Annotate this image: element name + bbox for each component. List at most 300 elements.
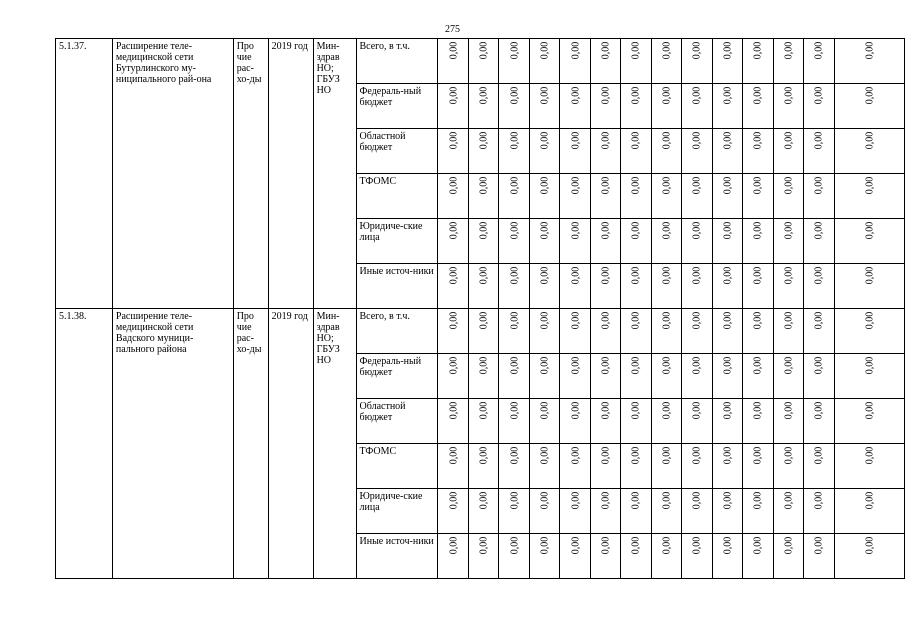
value-cell: [469, 444, 499, 489]
value-text: 0,00: [752, 221, 764, 240]
value-cell: [774, 219, 804, 264]
value-cell: [652, 309, 682, 354]
funding-source: ТФОМС: [356, 444, 438, 489]
value-cell: [530, 39, 560, 84]
value-text: 0,00: [722, 536, 734, 555]
value-text: 0,00: [864, 536, 875, 555]
value-text: 0,00: [864, 401, 875, 420]
value-text: 0,00: [478, 356, 490, 375]
value-text: 0,00: [569, 536, 581, 555]
value-text: 0,00: [783, 536, 795, 555]
value-text: 0,00: [783, 221, 795, 240]
value-cell: [804, 84, 835, 129]
value-cell: [591, 354, 621, 399]
value-cell: [682, 84, 713, 129]
value-text: 0,00: [508, 446, 520, 465]
value-cell: [652, 354, 682, 399]
value-cell: [743, 129, 774, 174]
value-text: 0,00: [600, 356, 612, 375]
value-cell: [530, 174, 560, 219]
value-text: 0,00: [478, 311, 490, 330]
value-text: 0,00: [722, 266, 734, 285]
value-cell: [743, 354, 774, 399]
value-text: 0,00: [447, 41, 459, 60]
value-text: 0,00: [478, 86, 490, 105]
value-cell: [774, 309, 804, 354]
value-cell: [682, 399, 713, 444]
value-cell: [713, 174, 743, 219]
value-text: 0,00: [813, 86, 825, 105]
value-text: 0,00: [508, 311, 520, 330]
value-text: 0,00: [478, 176, 490, 195]
value-cell: [652, 489, 682, 534]
value-cell: [469, 39, 499, 84]
value-text: 0,00: [630, 536, 642, 555]
value-text: 0,00: [864, 41, 875, 60]
value-text: 0,00: [722, 176, 734, 195]
value-text: 0,00: [630, 491, 642, 510]
value-text: 0,00: [864, 86, 875, 105]
value-cell: [682, 219, 713, 264]
value-cell: [499, 399, 530, 444]
value-text: 0,00: [508, 401, 520, 420]
value-cell: [530, 444, 560, 489]
value-text: 0,00: [600, 491, 612, 510]
value-text: 0,00: [813, 176, 825, 195]
item-year: 2019 год: [268, 39, 313, 309]
value-text: 0,00: [569, 131, 581, 150]
value-text: 0,00: [752, 131, 764, 150]
page-number: 275: [445, 24, 460, 35]
value-cell: [713, 264, 743, 309]
value-cell: [621, 534, 652, 579]
value-text: 0,00: [661, 266, 673, 285]
value-text: 0,00: [864, 176, 875, 195]
value-cell: [743, 534, 774, 579]
item-name: Расширение теле-медицинской сети Бутурлинского му-ниципального рай-она: [112, 39, 233, 309]
value-text: 0,00: [783, 131, 795, 150]
value-text: 0,00: [569, 221, 581, 240]
value-text: 0,00: [600, 176, 612, 195]
value-text: 0,00: [752, 401, 764, 420]
value-cell: [835, 39, 905, 84]
value-cell: [560, 354, 591, 399]
value-cell: [560, 219, 591, 264]
value-text: 0,00: [752, 41, 764, 60]
value-cell: [438, 354, 469, 399]
value-cell: [591, 399, 621, 444]
value-text: 0,00: [447, 356, 459, 375]
value-cell: [530, 354, 560, 399]
table-row: [56, 39, 905, 84]
value-cell: [774, 444, 804, 489]
value-cell: [621, 354, 652, 399]
value-cell: [682, 309, 713, 354]
value-text: 0,00: [691, 131, 703, 150]
value-text: 0,00: [661, 41, 673, 60]
value-cell: [835, 309, 905, 354]
value-text: 0,00: [447, 491, 459, 510]
value-text: 0,00: [661, 356, 673, 375]
value-cell: [804, 399, 835, 444]
value-cell: [713, 84, 743, 129]
value-cell: [621, 264, 652, 309]
value-cell: [530, 534, 560, 579]
value-text: 0,00: [864, 311, 875, 330]
value-cell: [682, 354, 713, 399]
value-cell: [591, 264, 621, 309]
value-cell: [530, 264, 560, 309]
value-text: 0,00: [478, 491, 490, 510]
value-cell: [774, 84, 804, 129]
value-cell: [438, 84, 469, 129]
value-text: 0,00: [661, 131, 673, 150]
value-cell: [804, 129, 835, 174]
value-text: 0,00: [813, 221, 825, 240]
value-text: 0,00: [447, 311, 459, 330]
value-text: 0,00: [813, 401, 825, 420]
value-text: 0,00: [813, 356, 825, 375]
value-cell: [591, 534, 621, 579]
item-year: 2019 год: [268, 309, 313, 579]
value-cell: [774, 174, 804, 219]
value-cell: [591, 129, 621, 174]
budget-table: [55, 38, 905, 579]
value-text: 0,00: [783, 491, 795, 510]
value-cell: [438, 264, 469, 309]
value-cell: [560, 84, 591, 129]
value-text: 0,00: [630, 221, 642, 240]
value-text: 0,00: [508, 221, 520, 240]
value-cell: [530, 219, 560, 264]
value-cell: [621, 489, 652, 534]
value-cell: [774, 489, 804, 534]
value-cell: [682, 534, 713, 579]
value-cell: [591, 174, 621, 219]
value-cell: [743, 444, 774, 489]
value-text: 0,00: [569, 266, 581, 285]
value-cell: [804, 354, 835, 399]
value-text: 0,00: [539, 446, 551, 465]
value-cell: [835, 264, 905, 309]
value-cell: [469, 264, 499, 309]
value-cell: [499, 534, 530, 579]
value-cell: [499, 84, 530, 129]
value-text: 0,00: [600, 446, 612, 465]
value-cell: [713, 399, 743, 444]
value-text: 0,00: [783, 356, 795, 375]
value-text: 0,00: [447, 536, 459, 555]
value-text: 0,00: [722, 491, 734, 510]
value-text: 0,00: [661, 446, 673, 465]
value-cell: [804, 39, 835, 84]
value-text: 0,00: [661, 86, 673, 105]
value-cell: [621, 219, 652, 264]
value-text: 0,00: [539, 86, 551, 105]
expense-type: Про чие рас-хо-ды: [233, 309, 268, 579]
value-cell: [499, 354, 530, 399]
value-text: 0,00: [539, 221, 551, 240]
value-cell: [499, 444, 530, 489]
value-text: 0,00: [508, 491, 520, 510]
value-cell: [682, 264, 713, 309]
value-text: 0,00: [539, 311, 551, 330]
value-text: 0,00: [569, 311, 581, 330]
value-cell: [469, 534, 499, 579]
value-cell: [621, 399, 652, 444]
value-cell: [621, 84, 652, 129]
value-cell: [804, 489, 835, 534]
value-text: 0,00: [722, 311, 734, 330]
value-cell: [713, 39, 743, 84]
funding-source: Юридиче-ские лица: [356, 219, 438, 264]
value-text: 0,00: [447, 221, 459, 240]
value-text: 0,00: [600, 41, 612, 60]
value-text: 0,00: [539, 356, 551, 375]
value-cell: [743, 174, 774, 219]
value-cell: [560, 39, 591, 84]
value-text: 0,00: [539, 176, 551, 195]
value-text: 0,00: [783, 401, 795, 420]
value-cell: [499, 219, 530, 264]
value-cell: [743, 489, 774, 534]
value-text: 0,00: [508, 131, 520, 150]
value-cell: [652, 534, 682, 579]
value-text: 0,00: [600, 131, 612, 150]
value-cell: [591, 39, 621, 84]
value-text: 0,00: [691, 221, 703, 240]
value-cell: [804, 534, 835, 579]
funding-source: Иные источ-ники: [356, 264, 438, 309]
value-cell: [743, 309, 774, 354]
value-cell: [743, 219, 774, 264]
value-text: 0,00: [813, 41, 825, 60]
value-text: 0,00: [600, 86, 612, 105]
value-text: 0,00: [569, 176, 581, 195]
value-cell: [469, 309, 499, 354]
funding-source: Юридиче-ские лица: [356, 489, 438, 534]
value-text: 0,00: [864, 446, 875, 465]
value-cell: [804, 219, 835, 264]
value-cell: [804, 264, 835, 309]
value-text: 0,00: [478, 41, 490, 60]
funding-source: ТФОМС: [356, 174, 438, 219]
value-text: 0,00: [508, 176, 520, 195]
value-cell: [713, 489, 743, 534]
value-cell: [530, 309, 560, 354]
value-text: 0,00: [630, 311, 642, 330]
value-cell: [530, 489, 560, 534]
value-text: 0,00: [478, 221, 490, 240]
expense-type: Про чие рас-хо-ды: [233, 39, 268, 309]
value-text: 0,00: [447, 86, 459, 105]
value-text: 0,00: [722, 356, 734, 375]
value-text: 0,00: [661, 401, 673, 420]
value-text: 0,00: [478, 401, 490, 420]
value-cell: [743, 84, 774, 129]
value-cell: [835, 129, 905, 174]
value-cell: [560, 129, 591, 174]
value-text: 0,00: [691, 41, 703, 60]
funding-source: Иные источ-ники: [356, 534, 438, 579]
value-cell: [438, 399, 469, 444]
value-text: 0,00: [600, 221, 612, 240]
value-text: 0,00: [508, 356, 520, 375]
value-cell: [652, 84, 682, 129]
value-text: 0,00: [722, 131, 734, 150]
value-text: 0,00: [691, 176, 703, 195]
value-text: 0,00: [691, 311, 703, 330]
value-cell: [835, 354, 905, 399]
value-text: 0,00: [630, 41, 642, 60]
value-text: 0,00: [813, 491, 825, 510]
value-text: 0,00: [722, 221, 734, 240]
funding-source: Федераль-ный бюджет: [356, 354, 438, 399]
item-code: 5.1.38.: [56, 309, 113, 579]
value-cell: [835, 219, 905, 264]
value-cell: [652, 219, 682, 264]
value-cell: [499, 174, 530, 219]
value-cell: [469, 354, 499, 399]
value-cell: [835, 444, 905, 489]
value-cell: [835, 174, 905, 219]
value-cell: [652, 264, 682, 309]
value-cell: [774, 39, 804, 84]
value-text: 0,00: [539, 536, 551, 555]
value-text: 0,00: [630, 356, 642, 375]
value-text: 0,00: [539, 401, 551, 420]
value-cell: [713, 534, 743, 579]
value-cell: [591, 219, 621, 264]
value-text: 0,00: [783, 311, 795, 330]
value-text: 0,00: [569, 41, 581, 60]
value-text: 0,00: [569, 401, 581, 420]
item-code: 5.1.37.: [56, 39, 113, 309]
value-cell: [713, 309, 743, 354]
value-text: 0,00: [508, 41, 520, 60]
value-text: 0,00: [864, 131, 875, 150]
value-text: 0,00: [661, 536, 673, 555]
value-text: 0,00: [864, 356, 875, 375]
value-cell: [713, 354, 743, 399]
value-cell: [682, 174, 713, 219]
value-text: 0,00: [447, 176, 459, 195]
value-cell: [682, 444, 713, 489]
value-cell: [560, 489, 591, 534]
value-text: 0,00: [864, 266, 875, 285]
value-text: 0,00: [539, 41, 551, 60]
funding-source: Областной бюджет: [356, 399, 438, 444]
value-text: 0,00: [569, 446, 581, 465]
funding-source: Федераль-ный бюджет: [356, 84, 438, 129]
value-cell: [438, 39, 469, 84]
value-text: 0,00: [783, 176, 795, 195]
value-text: 0,00: [752, 266, 764, 285]
value-text: 0,00: [478, 446, 490, 465]
value-text: 0,00: [569, 86, 581, 105]
value-text: 0,00: [813, 446, 825, 465]
value-cell: [469, 489, 499, 534]
item-executor: Мин-здрав НО; ГБУЗ НО: [313, 309, 356, 579]
value-text: 0,00: [478, 131, 490, 150]
funding-source: Всего, в т.ч.: [356, 39, 438, 84]
value-text: 0,00: [508, 266, 520, 285]
value-cell: [499, 309, 530, 354]
value-cell: [469, 219, 499, 264]
value-cell: [530, 399, 560, 444]
value-text: 0,00: [691, 401, 703, 420]
value-cell: [621, 309, 652, 354]
value-cell: [438, 489, 469, 534]
item-executor: Мин-здрав НО; ГБУЗ НО: [313, 39, 356, 309]
value-text: 0,00: [691, 356, 703, 375]
value-cell: [743, 399, 774, 444]
value-cell: [682, 129, 713, 174]
value-text: 0,00: [447, 266, 459, 285]
value-cell: [835, 399, 905, 444]
value-cell: [621, 444, 652, 489]
value-cell: [591, 489, 621, 534]
value-text: 0,00: [539, 266, 551, 285]
value-text: 0,00: [783, 446, 795, 465]
value-text: 0,00: [630, 86, 642, 105]
value-cell: [591, 309, 621, 354]
value-text: 0,00: [447, 401, 459, 420]
value-cell: [743, 264, 774, 309]
value-text: 0,00: [691, 266, 703, 285]
value-cell: [652, 39, 682, 84]
value-cell: [682, 489, 713, 534]
value-cell: [743, 39, 774, 84]
item-name: Расширение теле-медицинской сети Вадского муници-пального района: [112, 309, 233, 579]
value-text: 0,00: [752, 176, 764, 195]
value-text: 0,00: [508, 86, 520, 105]
value-cell: [499, 39, 530, 84]
value-text: 0,00: [569, 356, 581, 375]
value-cell: [560, 444, 591, 489]
value-text: 0,00: [691, 491, 703, 510]
value-text: 0,00: [783, 41, 795, 60]
funding-source: Всего, в т.ч.: [356, 309, 438, 354]
value-text: 0,00: [630, 266, 642, 285]
value-text: 0,00: [600, 311, 612, 330]
value-text: 0,00: [539, 131, 551, 150]
value-cell: [499, 129, 530, 174]
value-text: 0,00: [722, 41, 734, 60]
value-text: 0,00: [569, 491, 581, 510]
value-text: 0,00: [600, 266, 612, 285]
value-text: 0,00: [752, 491, 764, 510]
value-cell: [774, 264, 804, 309]
value-cell: [621, 39, 652, 84]
value-text: 0,00: [661, 491, 673, 510]
value-cell: [774, 354, 804, 399]
value-text: 0,00: [691, 536, 703, 555]
value-text: 0,00: [630, 446, 642, 465]
value-cell: [774, 399, 804, 444]
table-row: [56, 309, 905, 354]
value-cell: [652, 129, 682, 174]
value-text: 0,00: [691, 86, 703, 105]
value-cell: [713, 129, 743, 174]
value-cell: [438, 444, 469, 489]
funding-source: Областной бюджет: [356, 129, 438, 174]
value-cell: [774, 534, 804, 579]
value-cell: [621, 174, 652, 219]
value-text: 0,00: [783, 266, 795, 285]
value-text: 0,00: [661, 311, 673, 330]
value-text: 0,00: [722, 446, 734, 465]
